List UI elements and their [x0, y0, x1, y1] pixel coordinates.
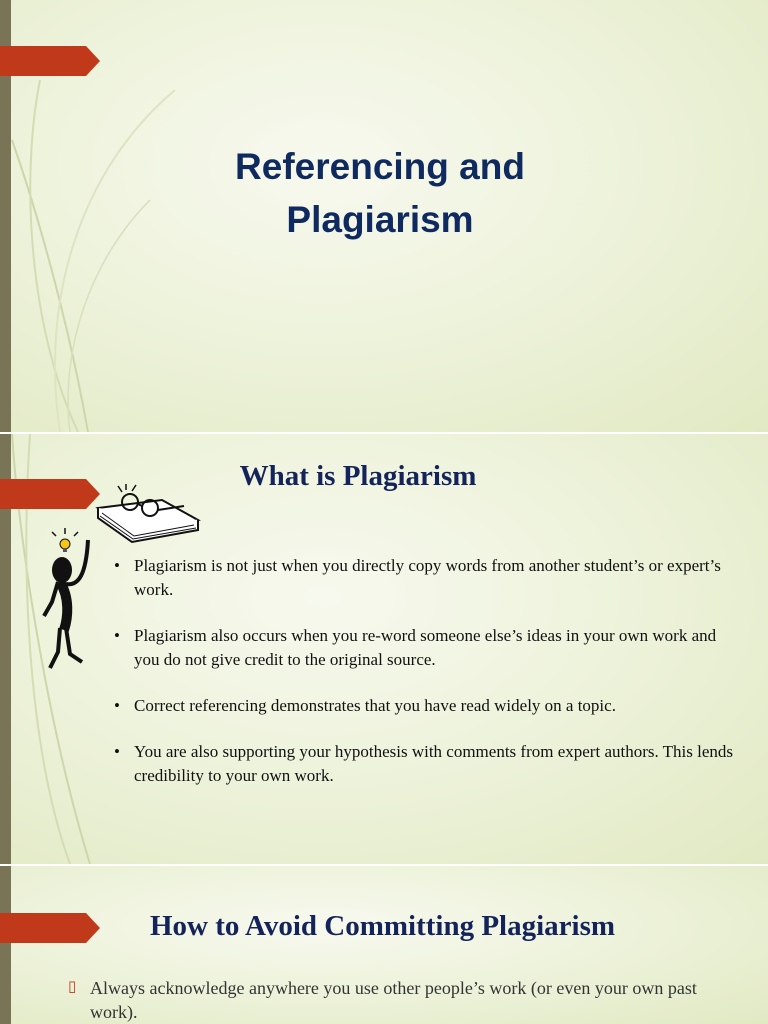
title-line-2: Plagiarism [286, 199, 474, 240]
arrow-tab-icon [0, 913, 100, 943]
arrow-tab-icon [0, 46, 100, 76]
bullet-text: Always acknowledge anywhere you use other people’s work (or even your own past work). [90, 978, 697, 1022]
bullet-marker-icon: ▯ [68, 977, 77, 995]
slide-title-heading [150, 140, 610, 246]
arrow-tab-icon [0, 479, 100, 509]
bullet-item [66, 976, 706, 1024]
bullet-item: • You are also supporting your hypothesis with comments from expert authors. This lends credibility to your own work. [112, 740, 742, 788]
lightbulb-icon [52, 528, 78, 552]
idea-person-icon [38, 526, 104, 676]
slide-heading: How to Avoid Committing Plagiarism [149, 910, 616, 942]
slide-title [0, 0, 768, 432]
bullet-item: • Plagiarism is not just when you directly copy words from another student’s or expert’s work. [112, 554, 742, 602]
bullet-item: • Plagiarism also occurs when you re-word someone else’s ideas in your own work and you do not give credit to the original source. [112, 624, 742, 672]
title-line-1: Referencing and [235, 146, 525, 187]
bullet-list [66, 976, 706, 1024]
slide-how-to-avoid [0, 866, 768, 1024]
slide-what-is-plagiarism [0, 434, 768, 864]
slide-heading: What is Plagiarism [239, 460, 477, 492]
bullet-item: • Correct referencing demonstrates that you have read widely on a topic. [112, 694, 742, 718]
book-with-glasses-icon [92, 482, 204, 546]
slide-side-bar [0, 866, 11, 1024]
bullet-list [112, 554, 742, 810]
